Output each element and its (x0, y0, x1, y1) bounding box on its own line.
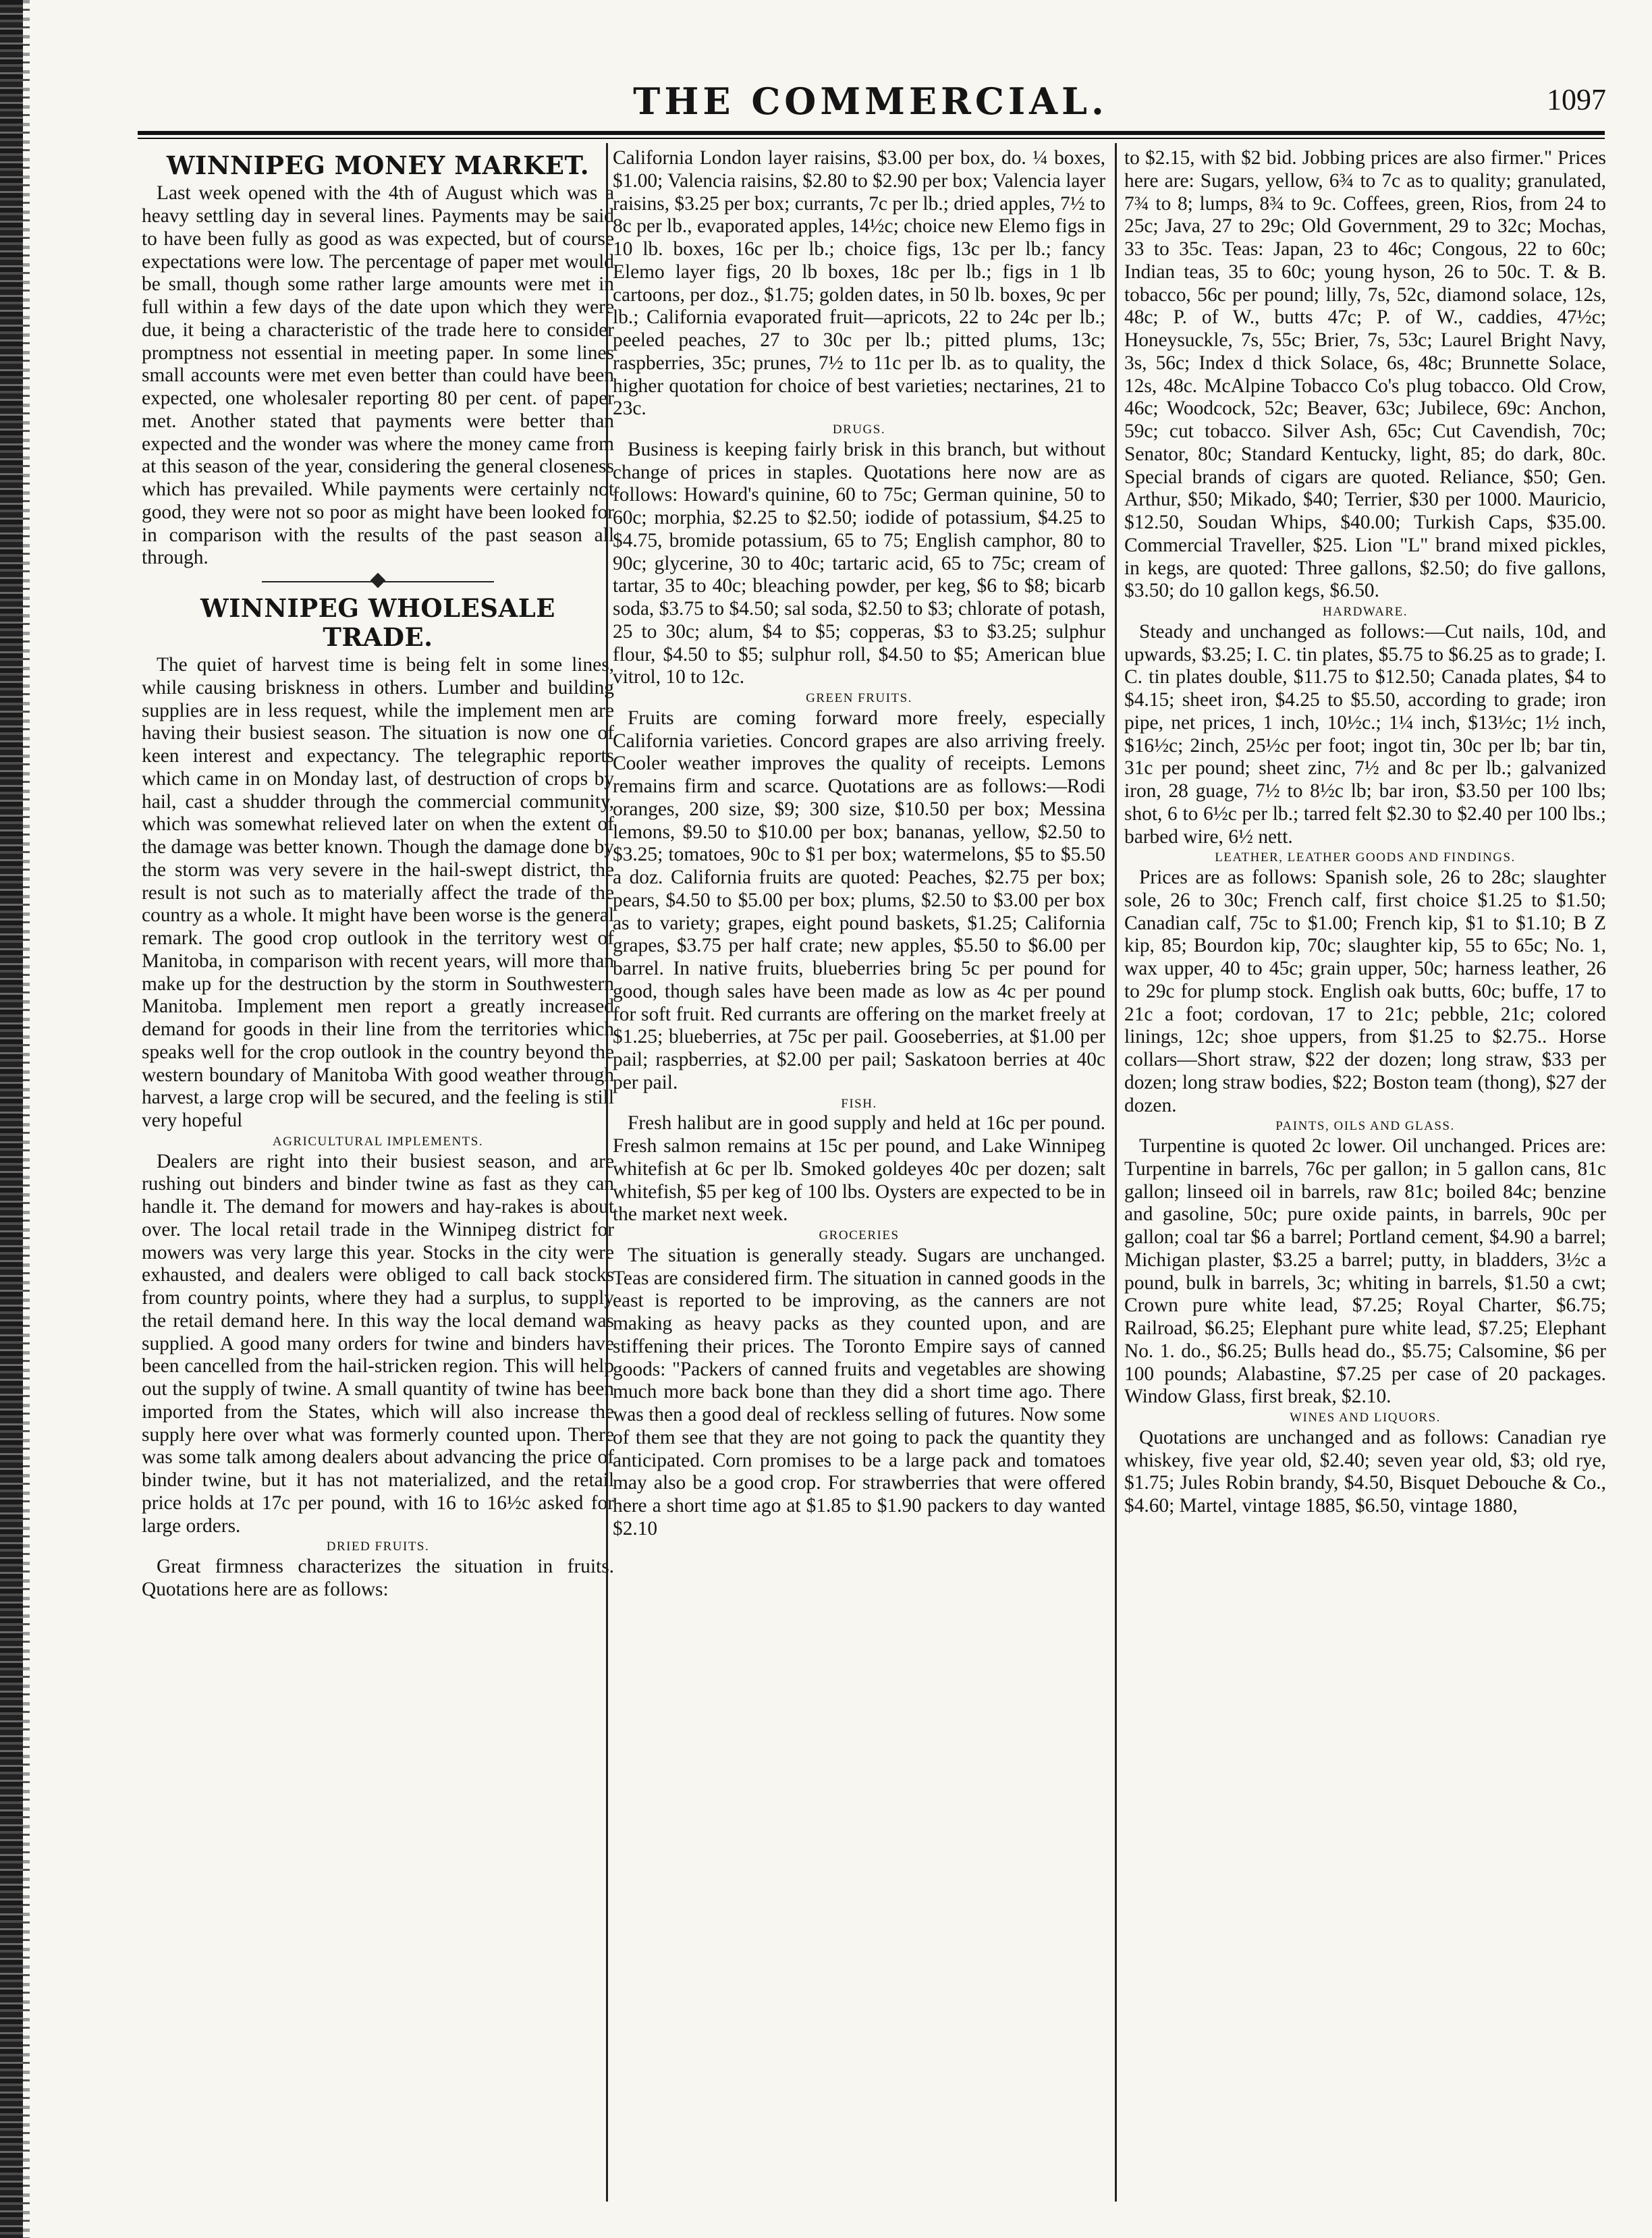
subsection-heading: DRIED FRUITS. (326, 1539, 430, 1554)
article-paragraph: Dealers are right into their busiest season, and are rushing out binders and binder twine as fast as they can handle it. The demand for mowers and hay-rakes is about over. The local retail trade in the Winnipeg district for mowers was very large this year. Stocks in the city were exhausted, and dealers were obliged to call back stocks from country points, where they had a surplus, to supply the retail demand here. In this way the local demand was supplied. A good many orders for twine and binders have been cancelled from the hail-stricken region. This will help out the supply of twine. A small quantity of twine has been imported from the States, which will also increase the supply here over what was formerly counted upon. There was some talk among dealers about advancing the price of binder twine, but it has not materialized, and the retail price holds at 17c per pound, with 16 to 16½c asked for large orders. (142, 1150, 614, 1537)
subsection-heading: FISH. (841, 1096, 877, 1111)
binding-edge-shadow (23, 0, 30, 2238)
article-paragraph: Quotations are unchanged and as follows: Canadian rye whiskey, five year old, $2.40; seven year old, $3; old rye, $1.75; Jules Robin brandy, $4.50, Bisquet Debouche & Co., $4.60; Martel, vintage 1885, $6.50, vintage 1880, (1124, 1426, 1606, 1517)
article-paragraph: Fresh halibut are in good supply and held at 16c per pound. Fresh salmon remains at 15c per pound, and Lake Winnipeg whitefish at 6c per lb. Smoked goldeyes 40c per dozen; salt whitefish, $5 per keg of 100 lbs. Oysters are expected to be in the market next week. (613, 1112, 1105, 1226)
column-3 (1124, 147, 1606, 2206)
article-paragraph: Fruits are coming forward more freely, especially California varieties. Concord grapes are also arriving freely. Cooler weather improves the quality of receipts. Lemons remains firm and scarce. Quotations are as follows:—Rodi oranges, 200 size, $9; 300 size, $10.50 per box; Messina lemons, $9.50 to $10.00 per box; bananas, yellow, $2.50 to $3.25; tomatoes, 90c to $1 per box; watermelons, $5 to $5.50 a doz. California fruits are quoted: Peaches, $2.75 per box; pears, $4.50 to $5.00 per box; plums, $2.50 to $3.00 per box as to variety; grapes, eight pound baskets, $1.25; California grapes, $3.75 per half crate; new apples, $5.50 to $6.00 per barrel. In native fruits, blueberries bring 5c per pound for good, though sales have been made as low as 4c per pound for soft fruit. Red currants are offering on the market freely at $1.25; blueberries, at 75c per pail. Gooseberries, at $1.00 per pail; raspberries, at $2.00 per pail; Saskatoon berries at 40c per pail. (613, 707, 1105, 1093)
article-paragraph: The quiet of harvest time is being felt in some lines, while causing briskness in others. Lumber and building supplies are in less request, while the implement men are having their busiest season. The situation is now one of keen interest and expectancy. The telegraphic reports which came in on Monday last, of destruction of crops by hail, cast a shudder through the commercial community, which was somewhat relieved later on when the extent of the damage was better known. Though the damage done by the storm was very severe in the hail-swept district, the result is not such as to materially affect the trade of the country as a whole. It might have been worse is the general remark. The good crop outlook in the territory west of Manitoba, in comparison with recent years, will more than make up for the destruction by the storm in Southwestern Manitoba. Implement men report a greatly increased demand for goods in their line from the territories which speaks well for the crop outlook in the country beyond the western boundary of Manitoba With good weather through harvest, a large crop will be secured, and the feeling is still very hopeful (142, 654, 614, 1132)
subsection-heading: LEATHER, LEATHER GOODS AND FINDINGS. (1215, 850, 1516, 865)
subsection-heading: GREEN FRUITS. (806, 691, 912, 706)
column-divider-2 (1115, 143, 1117, 2202)
section-heading: WINNIPEG MONEY MARKET. (166, 151, 590, 180)
article-paragraph: California London layer raisins, $3.00 per box, do. ¼ boxes, $1.00; Valencia raisins, $2.80 to $2.90 per box; Valencia layer raisins, $3.25 per box; currants, 7c per lb.; dried apples, 7½ to 8c per lb., evaporated apples, 14½c; choice new Elemo figs in 10 lb. boxes, 16c per lb.; choice figs, 13c per lb.; fancy Elemo layer figs, 20 lb boxes, 18c per lb.; figs in 1 lb cartoons, per doz., $1.75; golden dates, in 50 lb. boxes, 9c per lb.; California evaporated fruit—apricots, 22 to 24c per lb.; peeled peaches, 27 to 30c per lb.; pitted plums, 13c; raspberries, 35c; prunes, 7½ to 11c per lb. as to quality, the higher quotation for choice of best varieties; nectarines, 21 to 23c. (613, 147, 1105, 420)
column-1 (142, 147, 614, 2206)
column-2 (613, 147, 1105, 2206)
subsection-heading: PAINTS, OILS AND GLASS. (1275, 1119, 1455, 1134)
subsection-heading: GROCERIES (819, 1228, 900, 1243)
article-paragraph: to $2.15, with $2 bid. Jobbing prices are also firmer." Prices here are: Sugars, yellow, 6¾ to 7c as to quality; granulated, 7¾ to 8; lumps, 8¾ to 9c. Coffees, green, Rios, from 24 to 25c; Java, 27 to 29c; Old Government, 29 to 32c; Mochas, 33 to 35c. Teas: Japan, 23 to 46c; Congous, 22 to 60c; Indian teas, 35 to 60c; young hyson, 26 to 50c. T. & B. tobacco, 56c per pound; lilly, 7s, 52c, diamond solace, 12s, 48c; P. of W., butts 47c; P. of W., caddies, 47½c; Honeysuckle, 7s, 55c; Brier, 7s, 53c; Laurel Bright Navy, 3s, 56c; Index d thick Solace, 6s, 48c; Brunnette Solace, 12s, 48c. McAlpine Tobacco Co's plug tobacco. Old Crow, 46c; Woodcock, 52c; Beaver, 63c; Jubilece, 69c: Anchon, 59c; cut tobacco. Silver Ash, 65c; Cut Cavendish, 70c; Senator, 80c; Standard Kentucky, light, 85; do dark, 80c. Special brands of cigars are quoted. Reliance, $50; Gen. Arthur, $50; Mikado, $40; Terrier, $30 per 1000. Mauricio, $12.50, Soudan Whips, $40.00; Turkish Caps, $35.00. Commercial Traveller, $25. Lion "L" brand mixed pickles, in kegs, are quoted: Three gallons, $2.50; do five gallons, $3.50; do 10 gallon kegs, $6.50. (1124, 147, 1606, 602)
section-heading: WINNIPEG WHOLESALE TRADE. (200, 593, 555, 652)
article-paragraph: Great firmness characterizes the situation in fruits. Quotations here are as follows: (142, 1556, 614, 1600)
binding-edge-scan (0, 0, 23, 2238)
subsection-heading: DRUGS. (832, 422, 886, 437)
masthead-title: THE COMMERCIAL. (633, 80, 1108, 123)
article-paragraph: Prices are as follows: Spanish sole, 26 to 28c; slaughter sole, 26 to 30c; French calf, first choice $1.25 to $1.50; Canadian calf, 75c to $1.00; French kip, $1 to $1.10; B Z kip, 85; Bourdon kip, 70c; slaughter kip, 55 to 65c; No. 1, wax upper, 40 to 45c; grain upper, 50c; harness leather, 26 to 29c for plump stock. English oak butts, 60c; buffe, 17 to 21c a foot; cordovan, 17 to 21c; pebble, 21c; colored linings, 12c; shoe uppers, from $1.25 to $2.75.. Horse collars—Short straw, $22 der dozen; long straw, $33 per dozen; long straw bodies, $22; Boston team (thong), $27 der dozen. (1124, 867, 1606, 1116)
section-divider-ornament (142, 574, 614, 590)
subsection-heading: HARDWARE. (1323, 605, 1408, 619)
header-rule-thick (138, 131, 1605, 135)
header-rule-thin (138, 138, 1605, 139)
article-paragraph: The situation is generally steady. Sugars are unchanged. Teas are considered firm. The situation in canned goods in the east is reported to be improving, as the canners are not making as heavy packs as they counted upon, and are stiffening their prices. The Toronto Empire says of canned goods: "Packers of canned fruits and vegetables are showing much more back bone than they did a short time ago. There was then a good deal of reckless selling of futures. Now some of them see that they are not going to pack the quantity they anticipated. Corn promises to be a large pack and tomatoes may also be a good crop. For strawberries that were offered here a short time ago at $1.85 to $1.90 packers to day wanted $2.10 (613, 1244, 1105, 1539)
article-paragraph: Turpentine is quoted 2c lower. Oil unchanged. Prices are: Turpentine in barrels, 76c per gallon; in 5 gallon cans, 81c gallon; linseed oil in barrels, raw 81c; boiled 84c; benzine and gasoline, 50c; pure oxide paints, in barrels, 90c per gallon; coal tar $6 a barrel; Portland cement, $4.90 a barrel; Michigan plaster, $3.25 a barrel; putty, in bladders, 3½c a pound, bulk in barrels, 3c; whiting in barrels, $1.50 a cwt; Crown pure white lead, $7.25; Royal Charter, $6.75; Railroad, $6.25; Elephant pure white lead, $7.25; Elephant No. 1. do., $6.25; Bulls head do., $5.75; Calsomine, $6 per 100 pounds; Alabastine, $7.25 per case of 20 packages. Window Glass, first break, $2.10. (1124, 1135, 1606, 1408)
subsection-heading: AGRICULTURAL IMPLEMENTS. (272, 1134, 484, 1149)
page-number: 1097 (1547, 83, 1606, 116)
article-paragraph: Steady and unchanged as follows:—Cut nails, 10d, and upwards, $3.25; I. C. tin plates, $5.75 to $6.25 as to grade; I. C. tin plates double, $11.75 to $12.50; Canada plates, $4 to $4.15; sheet iron, $4.25 to $5.50, according to grade; iron pipe, net prices, 1 inch, 10½c.; 1¼ inch, $13½c; 1½ inch, $16½c; 2inch, 25½c per foot; ingot tin, 30c per lb; bar tin, 31c per pound; sheet zinc, 7½ and 8c per lb.; galvanized iron, 28 guage, 7½ to 8½c lb; bar iron, $3.50 per 100 lbs; shot, 6 to 6½c per lb.; tarred felt $2.30 to $2.40 per 100 lbs.; barbed wire, 6½ nett. (1124, 620, 1606, 848)
subsection-heading: WINES AND LIQUORS. (1290, 1411, 1441, 1425)
page-header (135, 80, 1606, 134)
article-paragraph: Business is keeping fairly brisk in this branch, but without change of prices in staples. Quotations here now are as follows: Howard's quinine, 60 to 75c; German quinine, 50 to 60c; morphia, $2.25 to $2.50; iodide of potassium, $4.25 to $4.75, bromide potassium, 65 to 75; English camphor, 80 to 90c; glycerine, 30 to 40c; tartaric acid, 65 to 75c; cream of tartar, 35 to 40c; bleaching powder, per keg, $6 to $8; bicarb soda, $3.75 to $4.50; sal soda, $2.50 to $3; chlorate of potash, 25 to 30c; alum, $4 to $5; copperas, $3 to $3.25; sulphur flour, $4.50 to $5; sulphur roll, $4.50 to $5; American blue vitrol, 10 to 12c. (613, 438, 1105, 688)
article-paragraph: Last week opened with the 4th of August which was a heavy settling day in several lines. Payments may be said to have been fully as good as was expected, but of course expectations were low. The percentage of paper met would be small, though some rather large amounts were met in full within a few days of the date upon which they were due, it being a characteristic of the trade here to consider promptness not essential in meeting paper. In some lines small accounts were met even better than could have been expected, one wholesaler reporting 80 per cent. of paper met. Another stated that payments were better than expected and the wonder was where the money came from at this season of the year, considering the general closeness which has prevailed. While payments were certainly not good, they were not so poor as might have been looked for in comparison with the results of the past season all through. (142, 182, 614, 569)
